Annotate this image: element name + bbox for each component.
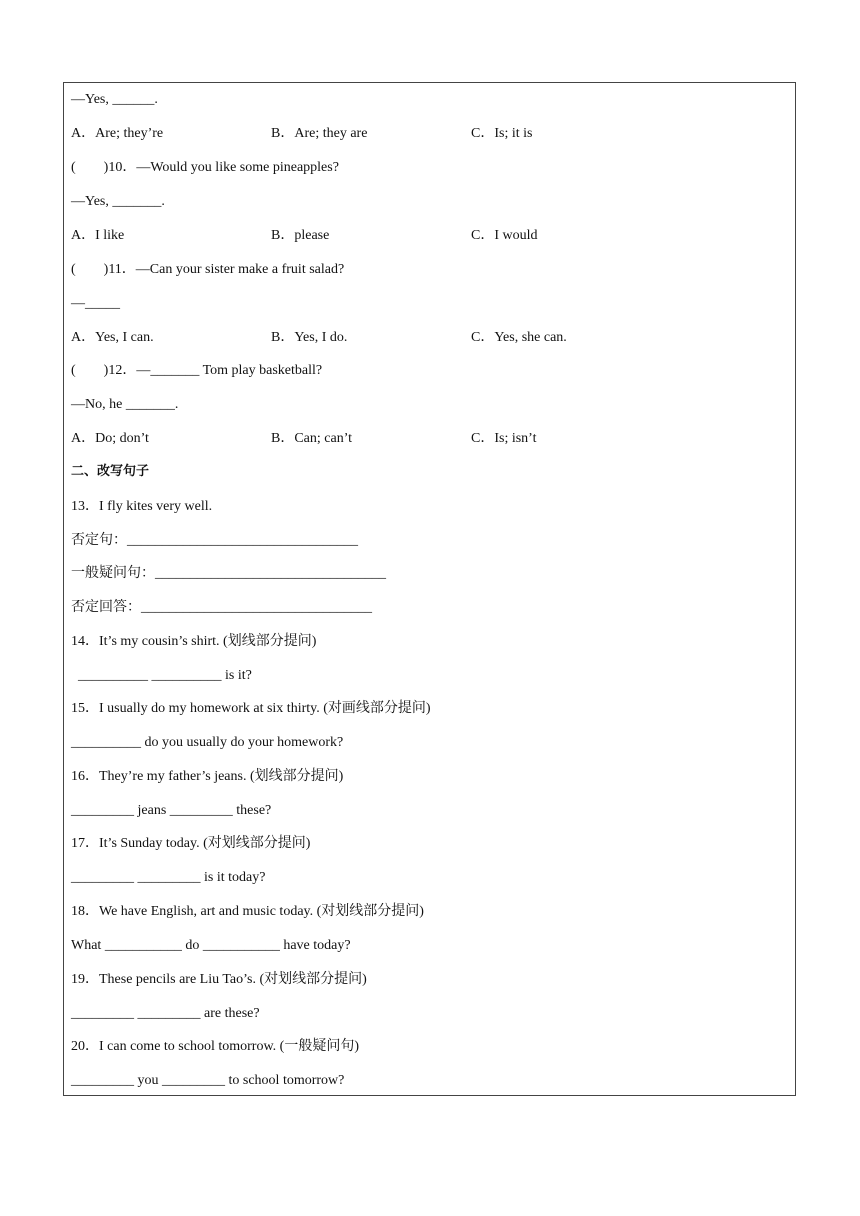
q14-answer: __________ __________ is it? (71, 668, 252, 683)
q13-negative: 否定句：_________________________________ (71, 533, 358, 548)
q12-answer-line: —No, he _______. (71, 397, 179, 412)
q11-question: ( )11．—Can your sister make a fruit salad? (71, 262, 345, 277)
q11-option-a: A．Yes, I can. (71, 330, 154, 345)
q18-answer: What ___________ do ___________ have today? (71, 938, 351, 953)
q19-sentence: 19．These pencils are Liu Tao’s. (对划线部分提问) (71, 972, 367, 987)
q15-sentence: 15．I usually do my homework at six thirty. (对画线部分提问) (71, 701, 431, 716)
q9-option-a: A．Are; they’re (71, 126, 164, 141)
q16-sentence: 16．They’re my father’s jeans. (划线部分提问) (71, 769, 344, 784)
q13-general-question: 一般疑问句：_________________________________ (71, 566, 386, 581)
section-heading: 二、改写句子 (71, 464, 150, 479)
q17-answer: _________ _________ is it today? (71, 870, 266, 885)
q9-option-c: C．Is; it is (471, 126, 533, 141)
q10-answer-line: —Yes, _______. (71, 194, 165, 209)
q12-option-a: A．Do; don’t (71, 431, 149, 446)
q15-answer: __________ do you usually do your homework? (71, 735, 344, 750)
q10-option-a: A．I like (71, 228, 125, 243)
q11-answer-line: —_____ (71, 296, 120, 311)
q12-option-c: C．Is; isn’t (471, 431, 537, 446)
q12-option-b: B．Can; can’t (271, 431, 353, 446)
q18-sentence: 18．We have English, art and music today. (对划线部分提问) (71, 904, 424, 919)
q9-answer-line: —Yes, ______. (71, 92, 158, 107)
q10-option-c: C．I would (471, 228, 538, 243)
q10-option-b: B．please (271, 228, 330, 243)
q13-sentence: 13．I fly kites very well. (71, 499, 213, 514)
q13-negative-answer: 否定回答：_________________________________ (71, 600, 372, 615)
q11-option-c: C．Yes, she can. (471, 330, 567, 345)
q9-option-b: B．Are; they are (271, 126, 368, 141)
q20-sentence: 20．I can come to school tomorrow. (一般疑问句) (71, 1039, 359, 1054)
q20-answer: _________ you _________ to school tomorrow? (71, 1073, 345, 1088)
q10-question: ( )10．—Would you like some pineapples? (71, 160, 339, 175)
q11-option-b: B．Yes, I do. (271, 330, 348, 345)
q17-sentence: 17．It’s Sunday today. (对划线部分提问) (71, 836, 311, 851)
q12-question: ( )12．—_______ Tom play basketball? (71, 363, 323, 378)
q19-answer: _________ _________ are these? (71, 1006, 260, 1021)
q14-sentence: 14．It’s my cousin’s shirt. (划线部分提问) (71, 634, 317, 649)
q16-answer: _________ jeans _________ these? (71, 803, 272, 818)
